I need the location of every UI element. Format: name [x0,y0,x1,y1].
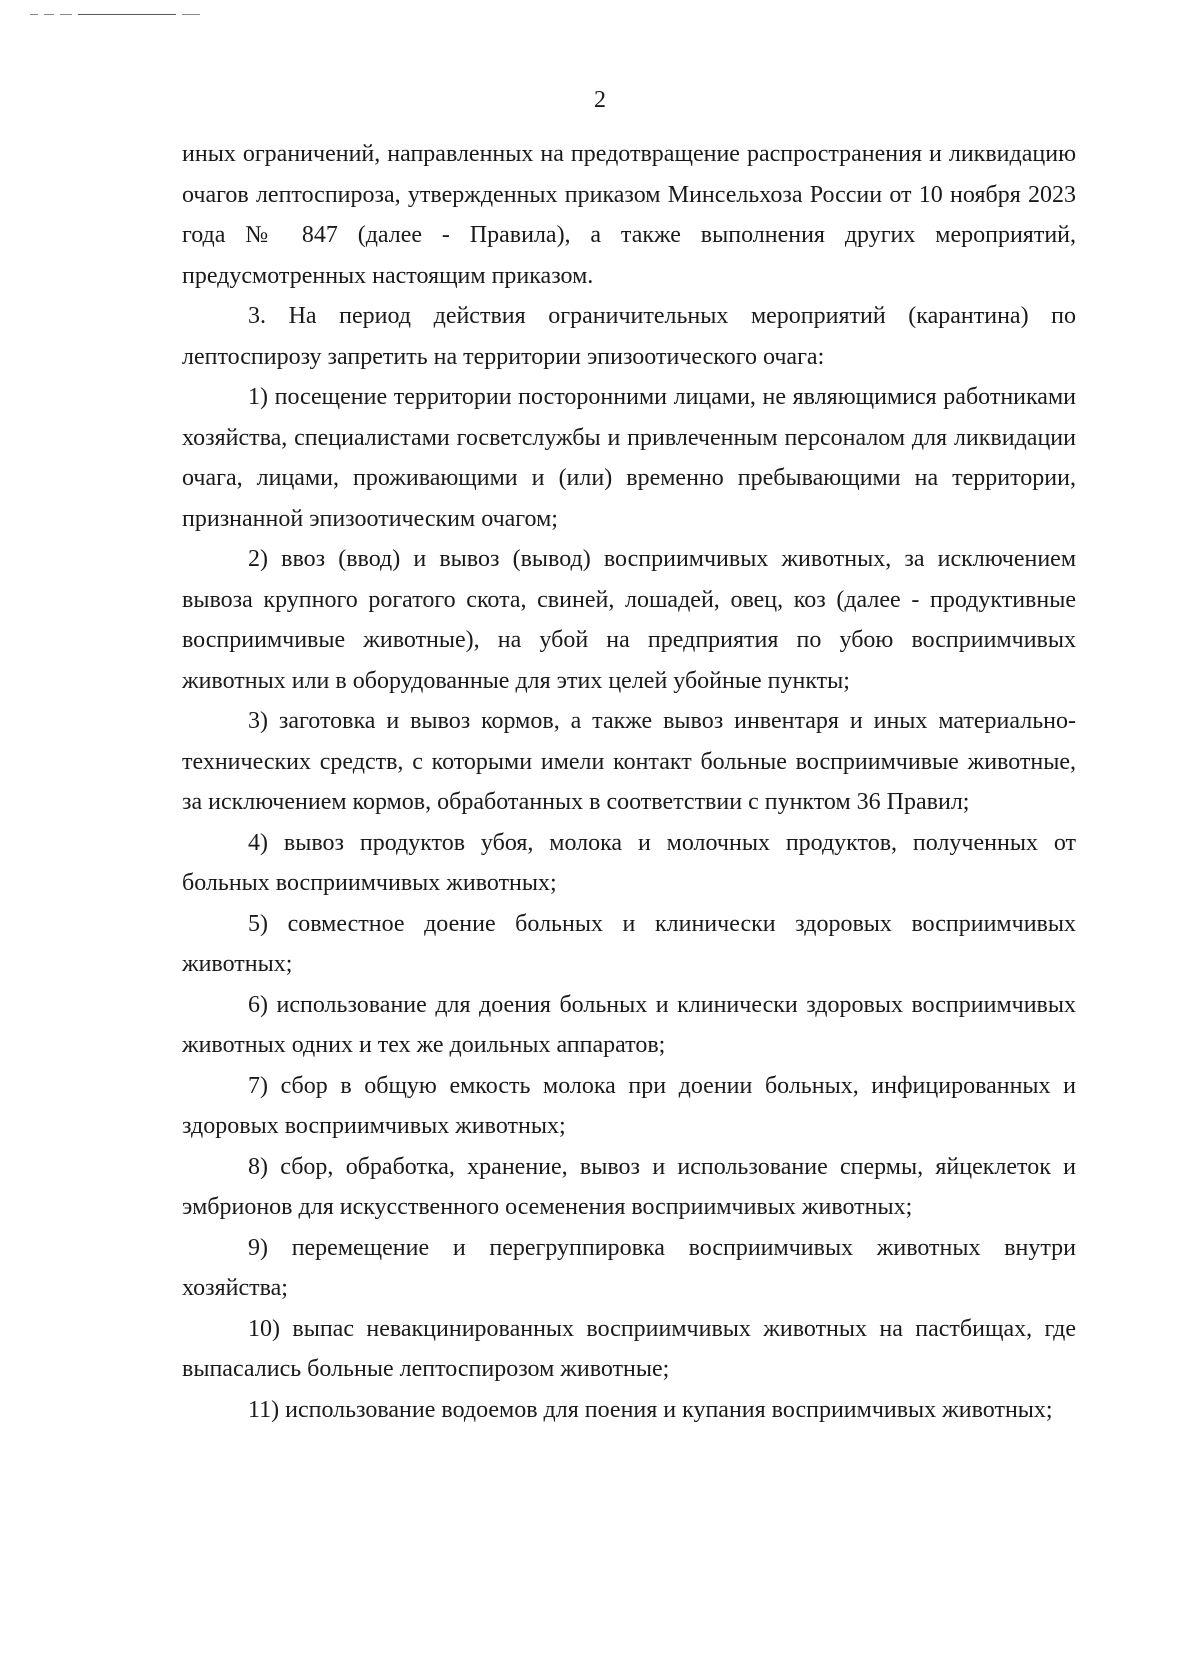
paragraph-clause-3: 3. На период действия ограничительных мероприятий (карантина) по лептоспирозу запретить на территории эпизоотического очага: [182,303,1076,370]
scan-artifact-line [30,14,200,16]
paragraph-continuation: иных ограничений, направленных на предотвращение распространения и ликвидацию очагов лептоспироза, утвержденных приказом Минсельхоза России от 10 ноября 2023 года № 847 (далее - Правила), а также выполнения других мероприятий, предусмотренных настоящим приказом. [182,141,1076,289]
list-item-4: 4) вывоз продуктов убоя, молока и молочных продуктов, полученных от больных восприимчивых животных; [182,829,1076,896]
list-item-1: 1) посещение территории посторонними лицами, не являющимися работниками хозяйства, специалистами госветслужбы и привлеченным персоналом для ликвидации очага, лицами, проживающими и (или) временно пребывающими на территории, признанной эпизоотическим очагом; [182,384,1076,532]
list-item-10: 10) выпас невакцинированных восприимчивых животных на пастбищах, где выпасались больные лептоспирозом животные; [182,1315,1076,1382]
list-item-11: 11) использование водоемов для поения и купания восприимчивых животных; [248,1396,1053,1423]
document-body [182,134,1076,1430]
list-item-9: 9) перемещение и перегруппировка восприимчивых животных внутри хозяйства; [182,1234,1076,1301]
list-item-5: 5) совместное доение больных и клинически здоровых восприимчивых животных; [182,910,1076,977]
list-item-3: 3) заготовка и вывоз кормов, а также вывоз инвентаря и иных материально-технических средств, с которыми имели контакт больные восприимчивые животные, за исключением кормов, обработанных в соответствии с пунктом 36 Правил; [182,708,1076,815]
list-item-6: 6) использование для доения больных и клинически здоровых восприимчивых животных одних и тех же доильных аппаратов; [182,991,1076,1058]
page-number: 2 [594,87,606,113]
list-item-2: 2) ввоз (ввод) и вывоз (вывод) восприимчивых животных, за исключением вывоза крупного рогатого скота, свиней, лошадей, овец, коз (далее - продуктивные восприимчивые животные), на убой на предприятия по убою восприимчивых животных или в оборудованные для этих целей убойные пункты; [182,546,1076,694]
list-item-8: 8) сбор, обработка, хранение, вывоз и использование спермы, яйцеклеток и эмбрионов для искусственного осеменения восприимчивых животных; [182,1153,1076,1220]
list-item-7: 7) сбор в общую емкость молока при доении больных, инфицированных и здоровых восприимчивых животных; [182,1072,1076,1139]
